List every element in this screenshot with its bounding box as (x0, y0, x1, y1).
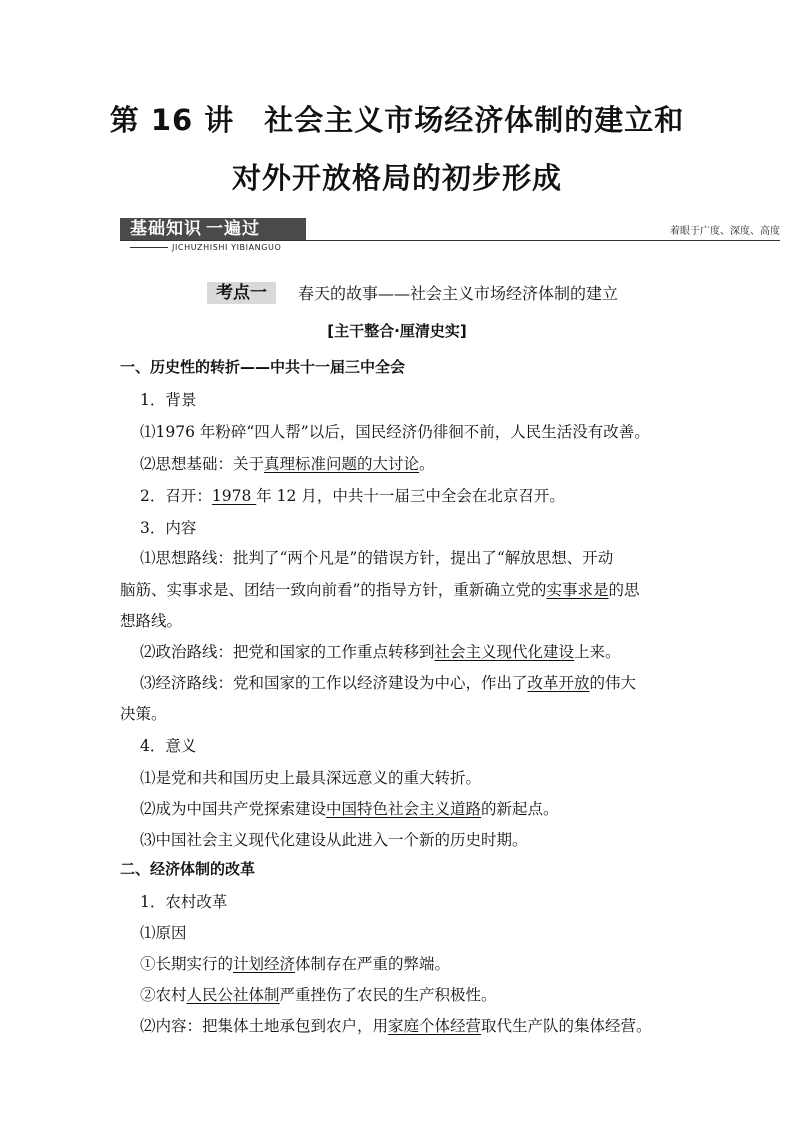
text-line (140, 921, 187, 943)
text-segment: 一、历史性的转折——中共十一届三中全会 (120, 358, 406, 376)
text-segment: 1．农村改革 (140, 893, 228, 911)
page-title-line-1: 第 16 讲 社会主义市场经济体制的建立和 (109, 103, 685, 137)
text-segment: 的伟大 (589, 674, 637, 692)
text-segment: 。 (419, 455, 435, 473)
text-segment: 体制存在严重的弊端。 (295, 955, 451, 973)
text-line (140, 420, 650, 442)
point-heading (207, 281, 618, 305)
underlined-term: 家庭个体经营 (388, 1017, 482, 1035)
text-segment: 3．内容 (140, 519, 197, 537)
underlined-term: 社会主义现代化建设 (434, 643, 575, 661)
text-line (140, 640, 621, 662)
underlined-term: 实事求是 (546, 581, 609, 599)
text-segment: ⑴原因 (140, 924, 187, 942)
underlined-term: 中国特色社会主义道路 (326, 800, 482, 818)
banner-rule (120, 240, 780, 241)
underlined-term: 计划经济 (233, 955, 296, 973)
section-banner (120, 218, 780, 254)
underlined-term: 改革开放 (527, 674, 590, 692)
text-line (140, 734, 196, 756)
text-segment: 的新起点。 (481, 800, 559, 818)
text-segment: ⑵成为中国共产党探索建设 (140, 800, 327, 818)
text-segment: 上来。 (574, 643, 621, 661)
text-segment: 想路线。 (120, 612, 183, 630)
text-line (140, 1014, 652, 1036)
text-segment: ②农村 (140, 986, 187, 1004)
text-segment: 脑筋、实事求是、团结一致向前看”的指导方针，重新确立党的 (120, 581, 547, 599)
text-line (140, 952, 450, 974)
point-title: 春天的故事——社会主义市场经济体制的建立 (298, 284, 619, 303)
banner-label-a: 基础知识 (130, 219, 202, 239)
text-line (140, 983, 497, 1005)
text-segment: 二、经济体制的改革 (120, 860, 256, 878)
text-segment: ⑵内容：把集体土地承包到农户，用 (140, 1017, 389, 1035)
text-segment: ⑴1976 年粉碎“四人帮”以后，国民经济仍徘徊不前，人民生活没有改善。 (140, 423, 650, 441)
text-segment: 年 12 月，中共十一届三中全会在北京召开。 (256, 487, 565, 505)
text-segment: 严重挫伤了农民的生产积极性。 (279, 986, 497, 1004)
text-line (120, 609, 182, 631)
banner-label (120, 218, 306, 240)
text-line (120, 356, 405, 377)
underlined-term: 人民公社体制 (186, 986, 280, 1004)
page-title-line-2: 对外开放格局的初步形成 (231, 161, 562, 195)
text-segment: 取代生产队的集体经营。 (481, 1017, 652, 1035)
text-segment: 1．背景 (140, 391, 197, 409)
text-segment: ⑴是党和共和国历史上最具深远意义的重大转折。 (140, 769, 482, 787)
text-line (140, 516, 196, 538)
text-segment: 2．召开： (140, 487, 212, 505)
banner-dash (130, 247, 168, 248)
text-line (140, 797, 559, 819)
text-line (140, 766, 481, 788)
text-line (140, 890, 227, 912)
banner-label-b: 一遍过 (206, 219, 260, 239)
text-segment: ⑴思想路线：批判了“两个凡是”的错误方针，提出了“解放思想、开动 (140, 549, 614, 567)
text-line (140, 546, 613, 568)
text-line (120, 858, 255, 879)
text-segment: ⑵思想基础：关于 (140, 455, 265, 473)
text-line (140, 828, 528, 850)
text-line (140, 388, 196, 410)
text-segment: ①长期实行的 (140, 955, 234, 973)
text-line (140, 484, 565, 506)
text-line (140, 671, 636, 693)
text-line (140, 452, 435, 474)
text-line (120, 702, 167, 724)
text-segment: ⑶中国社会主义现代化建设从此进入一个新的历史时期。 (140, 831, 528, 849)
text-segment: 4．意义 (140, 737, 197, 755)
text-line (120, 578, 639, 600)
point-tag: 考点一 (207, 282, 276, 304)
underlined-term: 1978 (211, 487, 257, 505)
underlined-term: 真理标准问题的大讨论 (264, 455, 420, 473)
text-segment: 的思 (608, 581, 640, 599)
subheading: [主干整合·厘清史实] (327, 322, 467, 340)
banner-pinyin: JICHUZHISHI YIBIANGUO (172, 243, 282, 252)
banner-right-text: 着眼于广度、深度、高度 (670, 226, 780, 237)
text-segment: 决策。 (120, 705, 167, 723)
text-segment: ⑶经济路线：党和国家的工作以经济建设为中心，作出了 (140, 674, 528, 692)
text-segment: ⑵政治路线：把党和国家的工作重点转移到 (140, 643, 435, 661)
